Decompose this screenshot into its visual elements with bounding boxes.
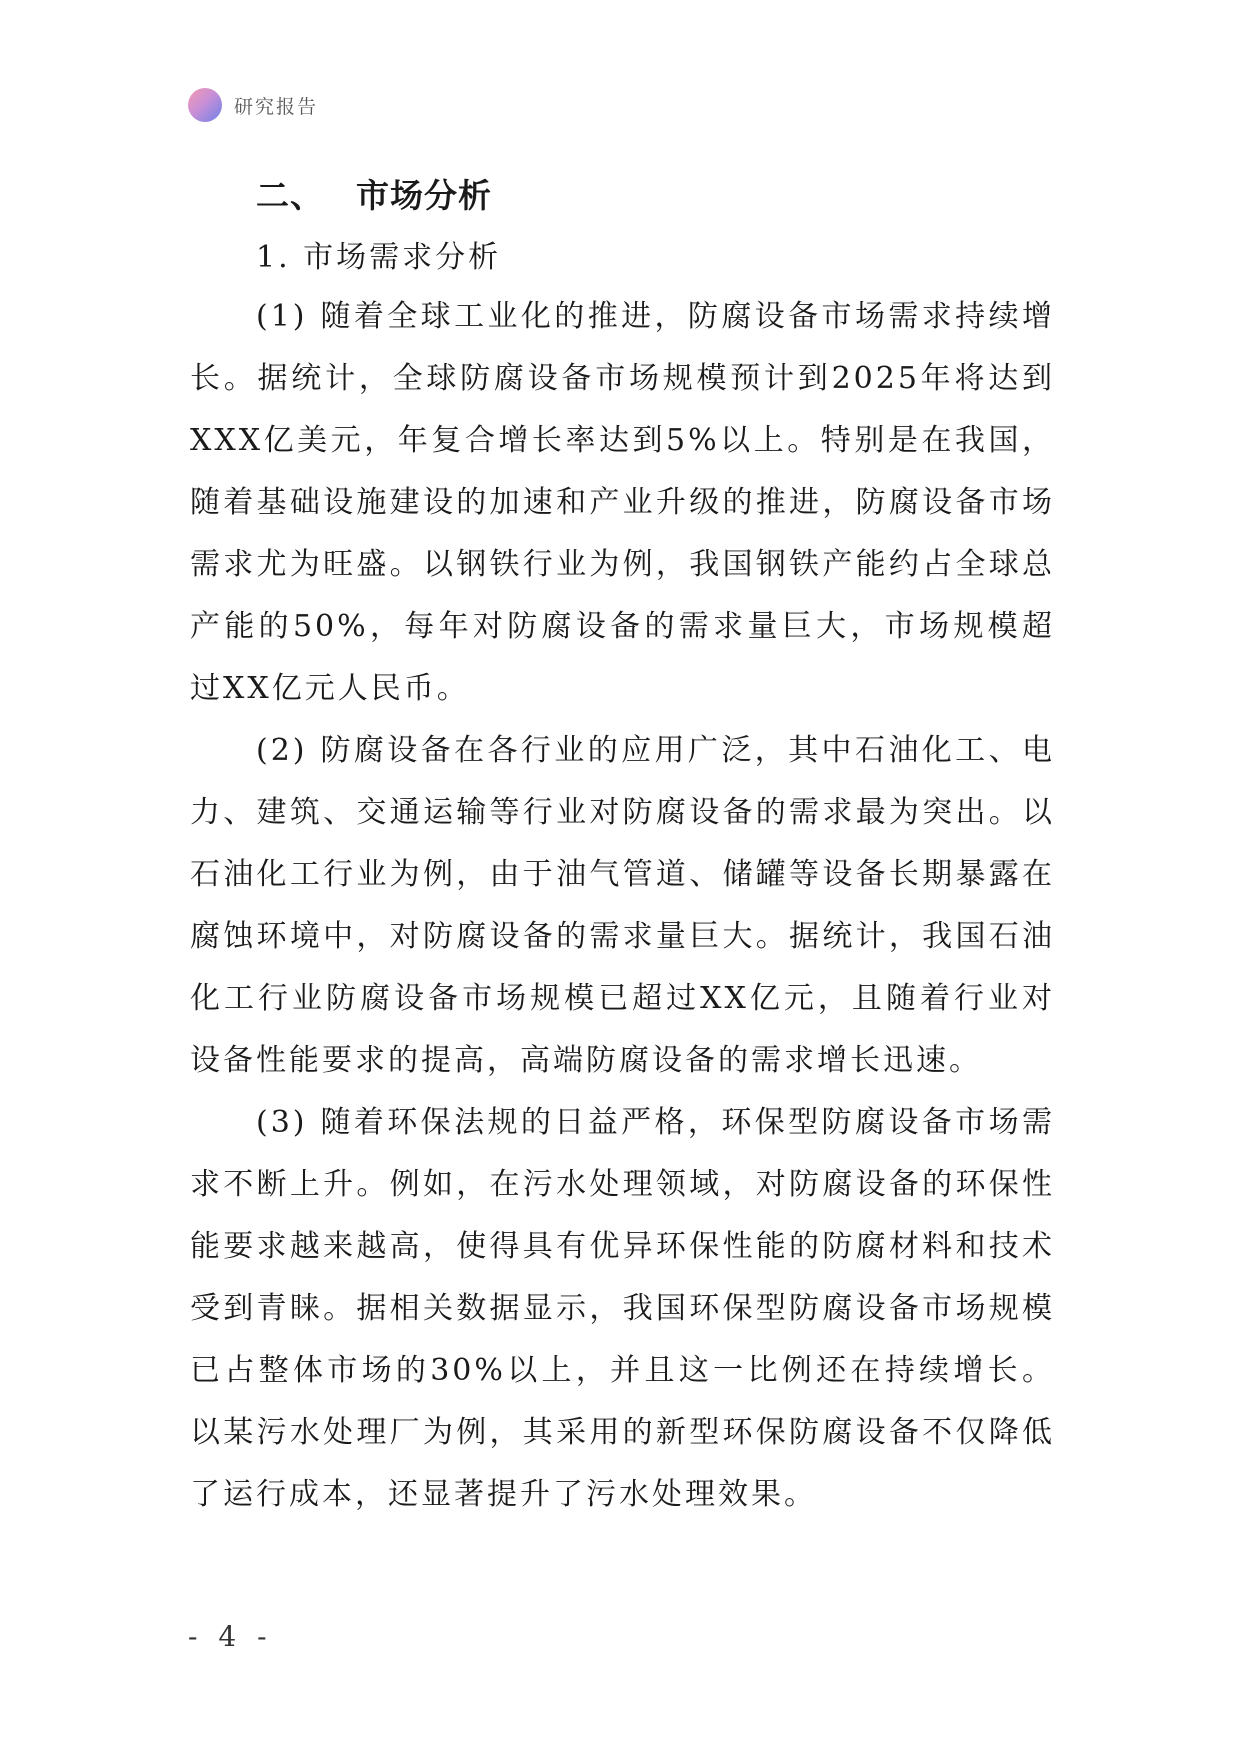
header-title: 研究报告 <box>234 95 319 118</box>
section-heading <box>256 170 1055 222</box>
page-number: - 4 - <box>188 1620 273 1653</box>
section-number: 二、 <box>256 176 324 215</box>
paragraph-2: (2) 防腐设备在各行业的应用广泛，其中石油化工、电力、建筑、交通运输等行业对防腐设备的需求最为突出。以石油化工行业为例，由于油气管道、储罐等设备长期暴露在腐蚀环境中，对防腐设备的需求量巨大。据统计，我国石油化工行业防腐设备市场规模已超过XX亿元，且随着行业对设备性能要求的提高，高端防腐设备的需求增长迅速。 <box>190 733 1055 1078</box>
paragraph-1: (1) 随着全球工业化的推进，防腐设备市场需求持续增长。据统计，全球防腐设备市场规模预计到2025年将达到XXX亿美元，年复合增长率达到5%以上。特别是在我国，随着基础设施建设的加速和产业升级的推进，防腐设备市场需求尤为旺盛。以钢铁行业为例，我国钢铁产能约占全球总产能的50%，每年对防腐设备的需求量巨大，市场规模超过XX亿元人民币。 <box>190 299 1055 706</box>
subsection-heading: 1. 市场需求分析 <box>256 240 502 275</box>
page-header <box>188 88 318 122</box>
logo-icon <box>188 88 222 122</box>
section-title: 市场分析 <box>356 176 492 215</box>
document-body <box>190 160 1055 1526</box>
paragraph-3: (3) 随着环保法规的日益严格，环保型防腐设备市场需求不断上升。例如，在污水处理领域，对防腐设备的环保性能要求越来越高，使得具有优异环保性能的防腐材料和技术受到青睐。据相关数据显示，我国环保型防腐设备市场规模已占整体市场的30%以上，并且这一比例还在持续增长。以某污水处理厂为例，其采用的新型环保防腐设备不仅降低了运行成本，还显著提升了污水处理效果。 <box>190 1105 1055 1512</box>
